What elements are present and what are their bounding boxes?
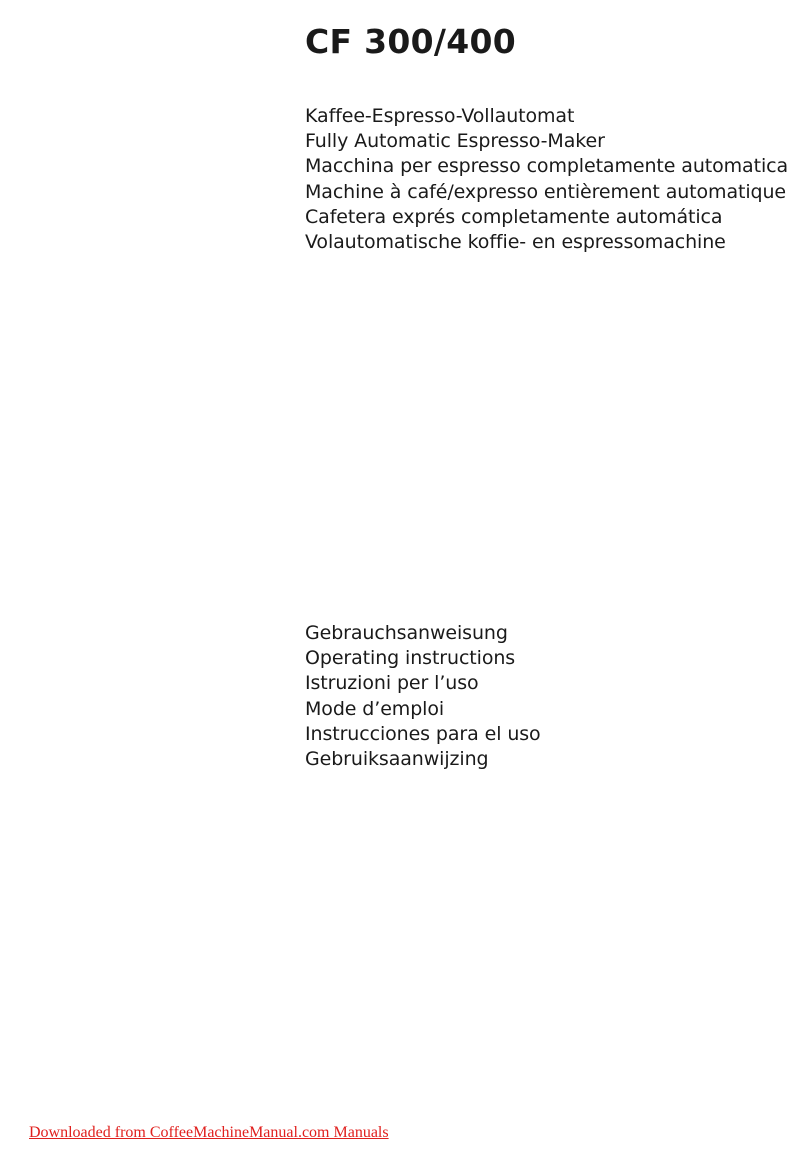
manual-title-fr: Mode d’emploi bbox=[305, 697, 445, 720]
manual-title-it: Istruzioni per l’uso bbox=[305, 672, 479, 695]
manual-title-en: Operating instructions bbox=[305, 647, 516, 670]
manual-title-es: Instrucciones para el uso bbox=[305, 722, 541, 745]
product-description-es: Cafetera exprés completamente automática bbox=[305, 205, 723, 228]
download-source-link[interactable]: Downloaded from CoffeeMachineManual.com Manuals bbox=[29, 1124, 389, 1141]
product-description-de: Kaffee-Espresso-Vollautomat bbox=[305, 105, 575, 127]
product-description-list bbox=[305, 104, 788, 255]
product-description-en: Fully Automatic Espresso-Maker bbox=[305, 130, 605, 153]
manual-title-nl: Gebruiksaanwijzing bbox=[305, 748, 489, 771]
document-title: CF 300/400 bbox=[305, 22, 517, 61]
product-description-it: Macchina per espresso completamente automatica bbox=[305, 155, 789, 178]
manual-title-list bbox=[305, 621, 541, 772]
product-description-fr: Machine à café/expresso entièrement automatique bbox=[305, 180, 787, 203]
product-description-nl: Volautomatische koffie- en espressomachine bbox=[305, 231, 726, 254]
manual-title-de: Gebrauchsanweisung bbox=[305, 622, 508, 644]
